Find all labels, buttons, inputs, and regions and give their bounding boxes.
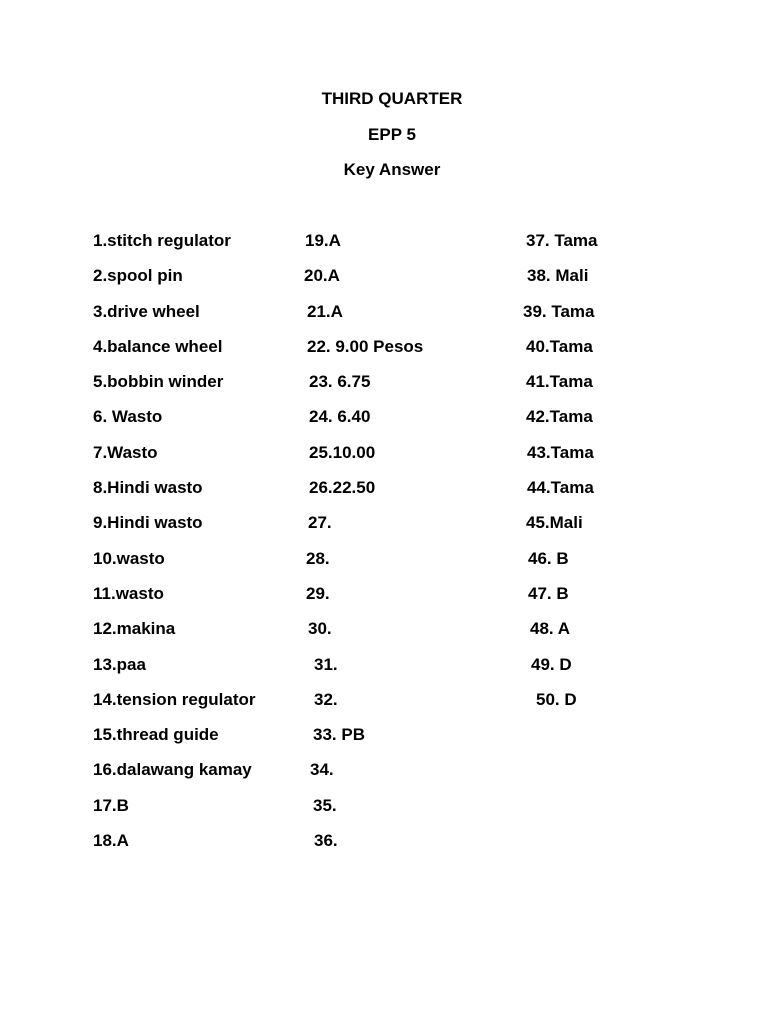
answer-item: 35. bbox=[313, 795, 337, 815]
answer-column-1 bbox=[93, 229, 255, 864]
answer-item: 20.A bbox=[304, 266, 340, 286]
answer-item: 42.Tama bbox=[526, 407, 593, 427]
quarter-heading: THIRD QUARTER bbox=[321, 89, 463, 108]
answer-item: 32. bbox=[314, 689, 338, 709]
answer-item: 18.A bbox=[93, 831, 129, 851]
subject-heading: EPP 5 bbox=[368, 125, 416, 144]
answer-item: 14.tension regulator bbox=[93, 689, 256, 709]
answer-item: 28. bbox=[306, 548, 330, 568]
answer-item: 9.Hindi wasto bbox=[93, 513, 203, 533]
answer-item: 3.drive wheel bbox=[93, 301, 200, 321]
answer-item: 47. B bbox=[528, 583, 569, 603]
answer-column-3 bbox=[523, 229, 598, 723]
answer-item: 25.10.00 bbox=[309, 442, 376, 462]
answer-item: 24. 6.40 bbox=[309, 407, 371, 427]
answer-item: 49. D bbox=[531, 654, 572, 674]
answer-item: 27. bbox=[308, 513, 332, 533]
answer-item: 15.thread guide bbox=[93, 725, 219, 745]
answer-item: 39. Tama bbox=[523, 301, 595, 321]
answer-item: 12.makina bbox=[93, 619, 176, 639]
answer-item: 7.Wasto bbox=[93, 442, 158, 462]
answer-item: 29. bbox=[306, 583, 330, 603]
answer-item: 6. Wasto bbox=[93, 407, 163, 427]
answer-item: 33. PB bbox=[313, 725, 365, 745]
answer-item: 4.balance wheel bbox=[93, 336, 223, 356]
answer-item: 16.dalawang kamay bbox=[93, 760, 252, 780]
answer-item: 21.A bbox=[307, 301, 343, 321]
answer-item: 19.A bbox=[305, 231, 341, 250]
page-title: Key Answer bbox=[343, 160, 441, 179]
answer-item: 22. 9.00 Pesos bbox=[307, 336, 424, 356]
answer-item: 43.Tama bbox=[527, 442, 594, 462]
answer-item: 1.stitch regulator bbox=[93, 231, 231, 250]
answer-item: 41.Tama bbox=[526, 372, 593, 392]
answer-item: 8.Hindi wasto bbox=[93, 478, 203, 498]
answer-item: 13.paa bbox=[93, 654, 146, 674]
answer-item: 45.Mali bbox=[526, 513, 583, 533]
answer-item: 11.wasto bbox=[93, 583, 164, 603]
answer-item: 44.Tama bbox=[527, 478, 594, 498]
answer-item: 30. bbox=[308, 619, 332, 639]
answer-item: 31. bbox=[314, 654, 338, 674]
answer-item: 50. D bbox=[536, 689, 577, 709]
answer-item: 23. 6.75 bbox=[309, 372, 371, 392]
answer-item: 37. Tama bbox=[526, 231, 598, 250]
answer-item: 10.wasto bbox=[93, 548, 165, 568]
answer-column-2 bbox=[304, 229, 423, 864]
answer-item: 17.B bbox=[93, 795, 129, 815]
answer-item: 34. bbox=[310, 760, 334, 780]
answer-item: 40.Tama bbox=[526, 336, 593, 356]
answer-item: 38. Mali bbox=[527, 266, 589, 286]
answer-item: 48. A bbox=[530, 619, 571, 639]
answer-item: 2.spool pin bbox=[93, 266, 183, 286]
answer-item: 46. B bbox=[528, 548, 569, 568]
answer-item: 5.bobbin winder bbox=[93, 372, 224, 392]
answer-item: 26.22.50 bbox=[309, 478, 376, 498]
answer-item: 36. bbox=[314, 831, 338, 851]
